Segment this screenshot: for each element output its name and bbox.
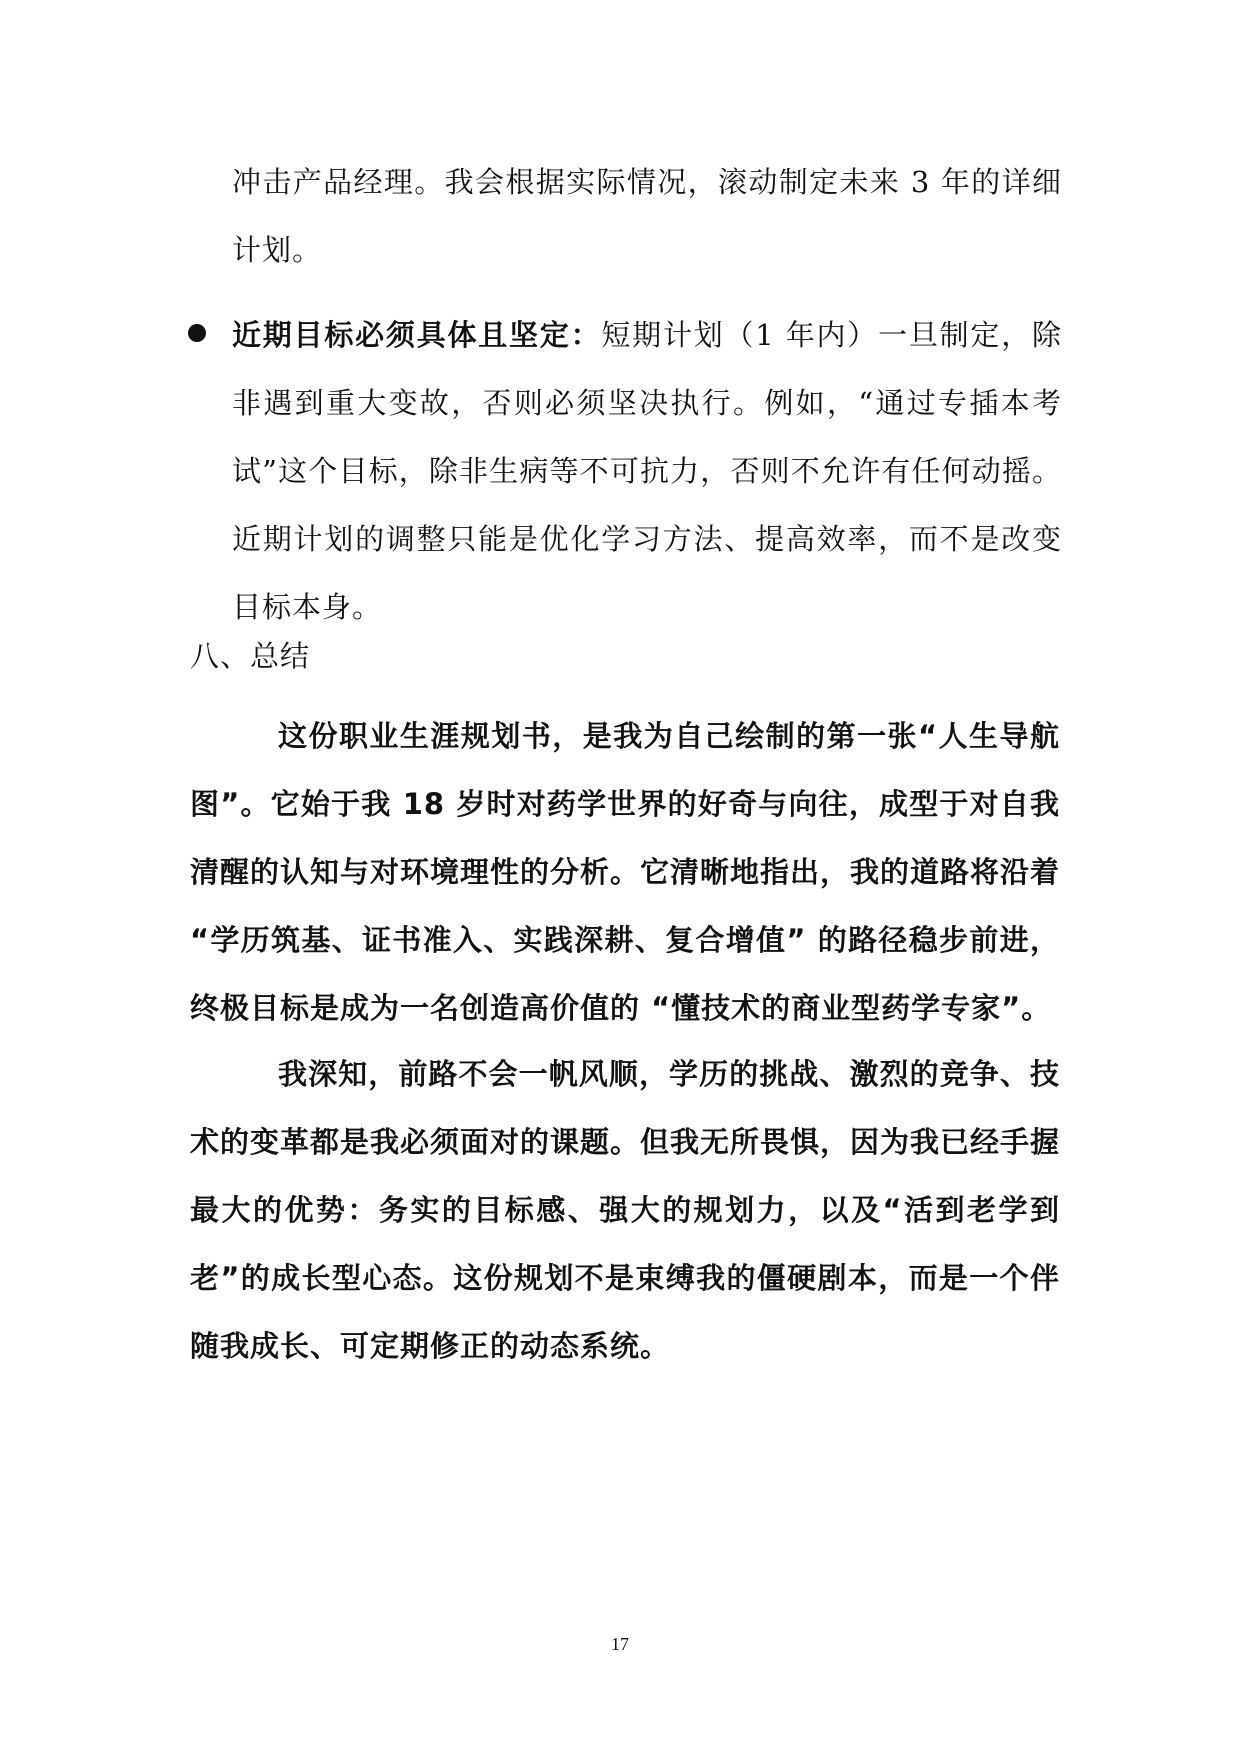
summary-paragraph: 我深知，前路不会一帆风顺，学历的挑战、激烈的竞争、技术的变革都是我必须面对的课题。但我无所畏惧，因为我已经手握最大的优势：务实的目标感、强大的规划力，以及“活到老学到老”的成长型心态。这份规划不是束缚我的僵硬剧本，而是一个伴随我成长、可定期修正的动态系统。	[190, 1057, 1061, 1363]
section-heading: 八、总结	[190, 639, 311, 673]
bullet-list-item	[232, 301, 1062, 641]
continuation-paragraph: 冲击产品经理。我会根据实际情况，滚动制定未来 3 年的详细计划。	[232, 165, 1062, 267]
page-number: 17	[611, 1634, 629, 1654]
bullet-label: 近期目标必须具体且坚定：	[232, 318, 602, 352]
summary-paragraph: 这份职业生涯规划书，是我为自己绘制的第一张“人生导航图”。它始于我 18 岁时对药学世界的好奇与向往，成型于对自我清醒的认知与对环境理性的分析。它清晰地指出，我的道路将沿着 “学历筑基、证书准入、实践深耕、复合增值” 的路径稳步前进，终极目标是成为一名创造高价值的 “懂技术的商业型药学专家”。	[190, 719, 1061, 1025]
bullet-text: 短期计划（1 年内）一旦制定，除非遇到重大变故，否则必须坚决执行。例如，“通过专插本考试”这个目标，除非生病等不可抗力，否则不允许有任何动摇。近期计划的调整只能是优化学习方法、提高效率，而不是改变目标本身。	[232, 318, 1062, 624]
bullet-icon	[188, 324, 206, 342]
